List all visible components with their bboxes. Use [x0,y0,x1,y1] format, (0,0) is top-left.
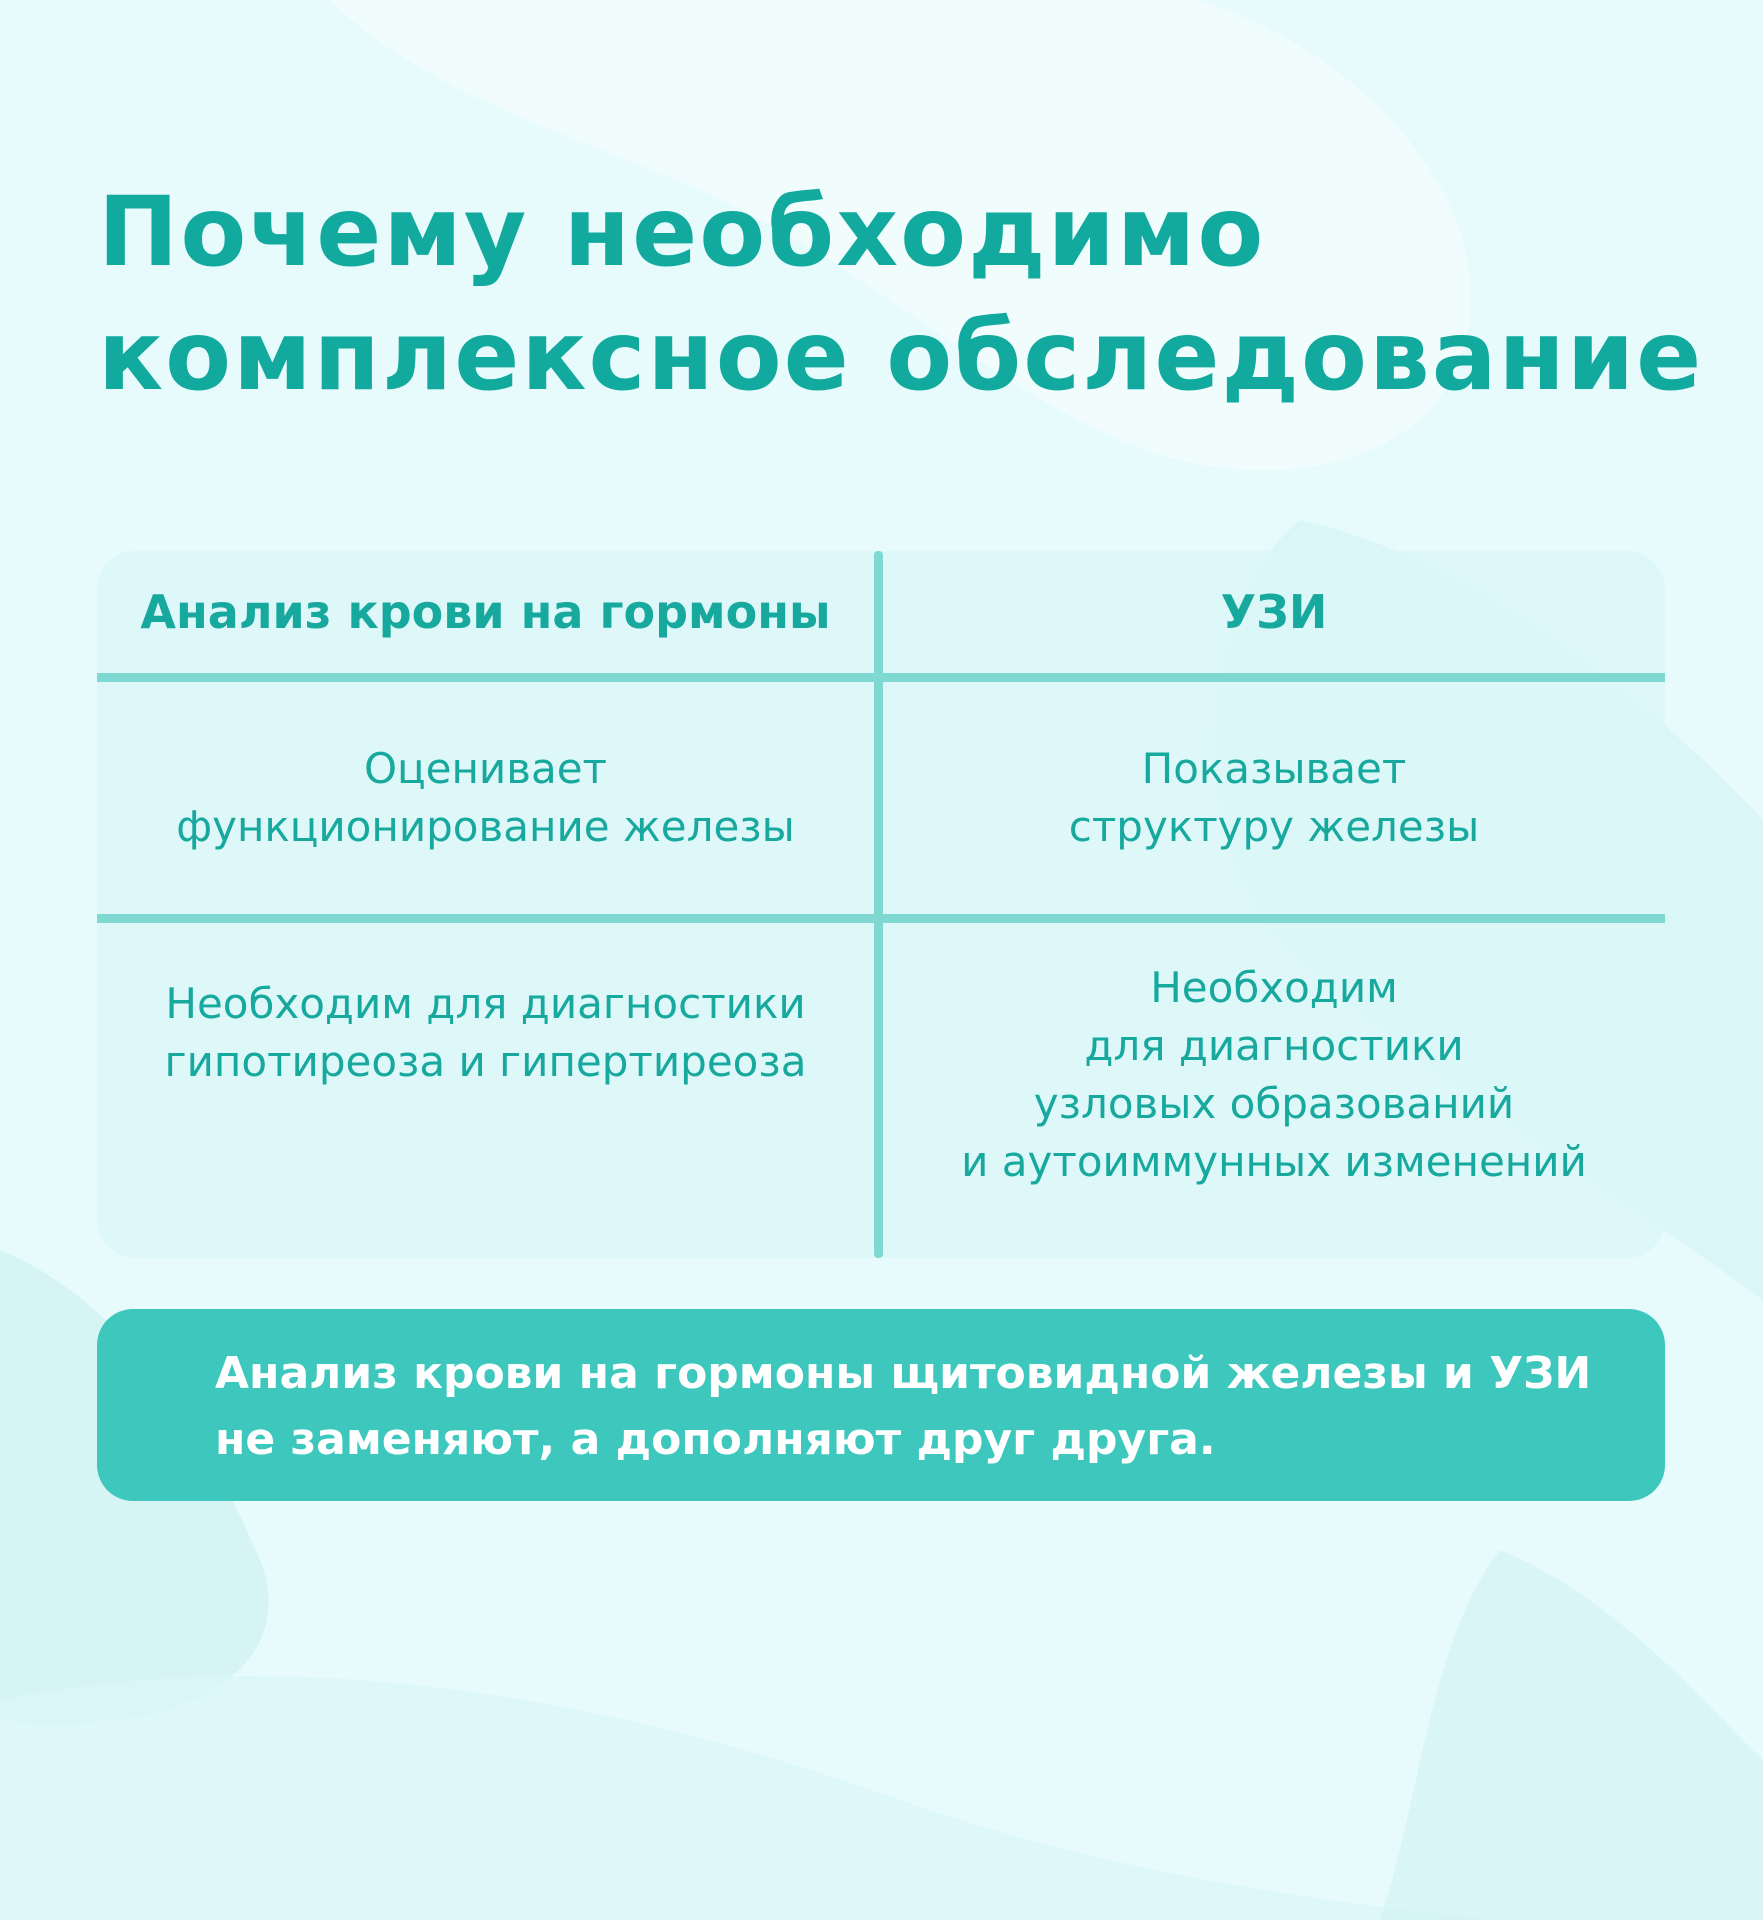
title-line-1: Почему необходимо [98,176,1266,288]
conclusion-banner [97,1309,1665,1501]
table-cell [883,923,1665,1258]
comparison-table [97,551,1665,1258]
column-divider [874,551,883,1258]
column-header-label: Анализ крови на гормоны [140,585,831,639]
table-cell [97,682,874,914]
cell-text: Необходим для диагностики узловых образований и аутоиммунных изменений [961,963,1587,1186]
cell-text: Необходим для диагностики гипотиреоза и гипертиреоза [164,979,807,1086]
cell-text: Оценивает функционирование железы [176,744,795,851]
table-cell [97,923,874,1258]
row-divider [97,673,1665,682]
column-header-label: УЗИ [1220,585,1328,639]
table-cell [883,682,1665,914]
title-line-2: комплексное обследование [98,300,1704,412]
cell-text: Показывает структуру железы [1068,744,1480,851]
row-divider [97,914,1665,923]
column-header-blood-test [97,551,874,673]
column-header-ultrasound [883,551,1665,673]
conclusion-text: Анализ крови на гормоны щитовидной железы и УЗИ не заменяют, а дополняют друг друга. [215,1348,1592,1465]
page-title [98,170,1704,418]
